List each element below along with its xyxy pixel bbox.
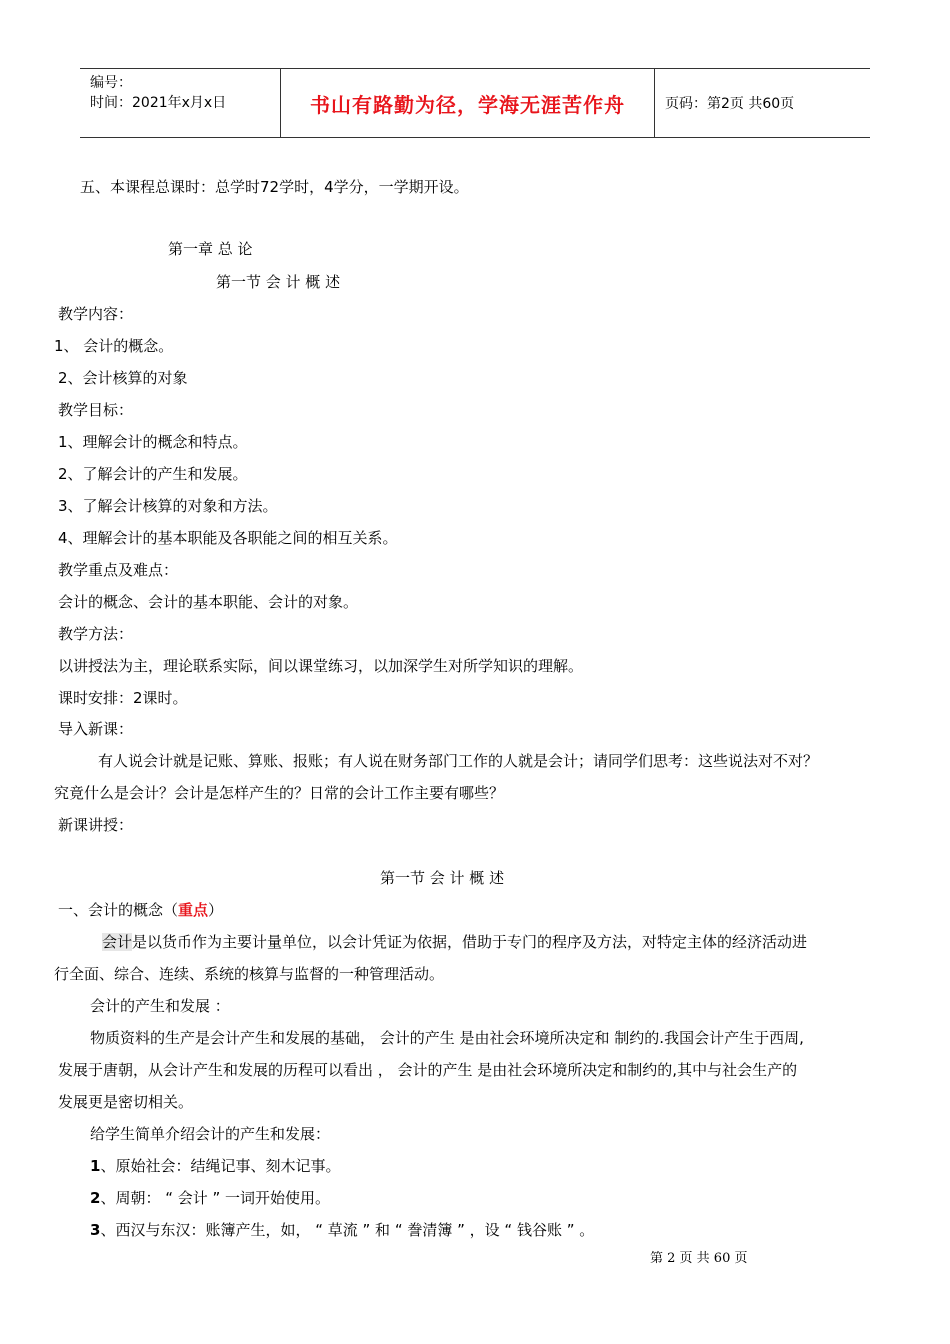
history-item	[90, 1187, 330, 1208]
page-header	[80, 68, 870, 138]
origin-paragraph-line: 发展更是密切相关。	[58, 1093, 194, 1111]
total-hours: 五、本课程总课时：总学时72学时，4学分，一学期开设。	[80, 178, 469, 196]
goal-item: 2、了解会计的产生和发展。	[58, 465, 248, 483]
definition-paragraph	[102, 931, 807, 952]
content-item: 1、 会计的概念。	[54, 337, 174, 355]
origin-paragraph-line: 物质资料的生产是会计产生和发展的基础， 会计的产生 是由社会环境所决定和 制约的.我国会计产生于西周,	[90, 1029, 804, 1047]
chapter-title: 第一章 总 论	[168, 240, 253, 258]
concept-heading	[58, 899, 223, 920]
goal-item: 3、了解会计核算的对象和方法。	[58, 497, 278, 515]
goal-item: 1、理解会计的概念和特点。	[58, 433, 248, 451]
method-label: 教学方法：	[58, 625, 134, 643]
key-marker: 重点	[178, 901, 209, 919]
origin-paragraph-line: 发展于唐朝，从会计产生和发展的历程可以看出 ， 会计的产生 是由社会环境所决定和制约的,其中与社会生产的	[58, 1061, 798, 1079]
history-item-number: 1	[90, 1157, 101, 1175]
concept-heading-text: 一、会计的概念（	[58, 901, 179, 919]
key-points-label: 教学重点及难点：	[58, 561, 179, 579]
intro-label: 导入新课：	[58, 720, 134, 738]
history-item	[90, 1219, 594, 1240]
teaching-goal-label: 教学目标：	[58, 401, 134, 419]
history-item-text: 、周朝： “ 会计 ” 一词开始使用。	[100, 1189, 331, 1207]
history-intro: 给学生简单介绍会计的产生和发展：	[90, 1125, 331, 1143]
method-text: 以讲授法为主，理论联系实际，间以课堂练习，以加深学生对所学知识的理解。	[58, 657, 584, 675]
section-title-2: 第一节 会 计 概 述	[380, 869, 505, 887]
schedule: 课时安排：2课时。	[58, 689, 188, 707]
history-item-text: 、原始社会：结绳记事、刻木记事。	[100, 1157, 341, 1175]
history-item	[90, 1155, 340, 1176]
intro-paragraph-line: 有人说会计就是记账、算账、报账；有人说在财务部门工作的人就是会计；请同学们思考：这些说法对不对？	[98, 752, 819, 770]
header-time: 时间：2021年x月x日	[90, 95, 227, 111]
definition-text: 是以货币作为主要计量单位，以会计凭证为依据，借助于专门的程序及方法，对特定主体的经济活动进	[132, 933, 808, 951]
history-item-number: 2	[90, 1189, 101, 1207]
content-item: 2、会计核算的对象	[58, 369, 188, 387]
header-meta	[80, 69, 281, 137]
header-motto: 书山有路勤为径，学海无涯苦作舟	[281, 69, 655, 137]
new-lesson-label: 新课讲授：	[58, 816, 134, 834]
history-item-text: 、西汉与东汉：账簿产生，如， “ 草流 ” 和 “ 誊清簿 ” ，设 “ 钱谷账 ” 。	[100, 1221, 595, 1239]
teaching-content-label: 教学内容：	[58, 305, 134, 323]
goal-item: 4、理解会计的基本职能及各职能之间的相互关系。	[58, 529, 398, 547]
concept-heading-end: ）	[208, 901, 224, 919]
section-title: 第一节 会 计 概 述	[216, 273, 341, 291]
definition-text-cont: 行全面、综合、连续、系统的核算与监督的一种管理活动。	[54, 965, 445, 983]
origin-heading: 会计的产生和发展 ：	[90, 997, 230, 1015]
history-item-number: 3	[90, 1221, 101, 1239]
header-code: 编号：	[90, 75, 132, 91]
intro-paragraph-line: 究竟什么是会计？会计是怎样产生的？日常的会计工作主要有哪些？	[54, 784, 505, 802]
header-page-info: 页码：第2页 共60页	[665, 96, 795, 112]
highlighted-term: 会计	[102, 933, 133, 951]
key-points: 会计的概念、会计的基本职能、会计的对象。	[58, 593, 359, 611]
page-footer: 第 2 页 共 60 页	[650, 1251, 748, 1266]
